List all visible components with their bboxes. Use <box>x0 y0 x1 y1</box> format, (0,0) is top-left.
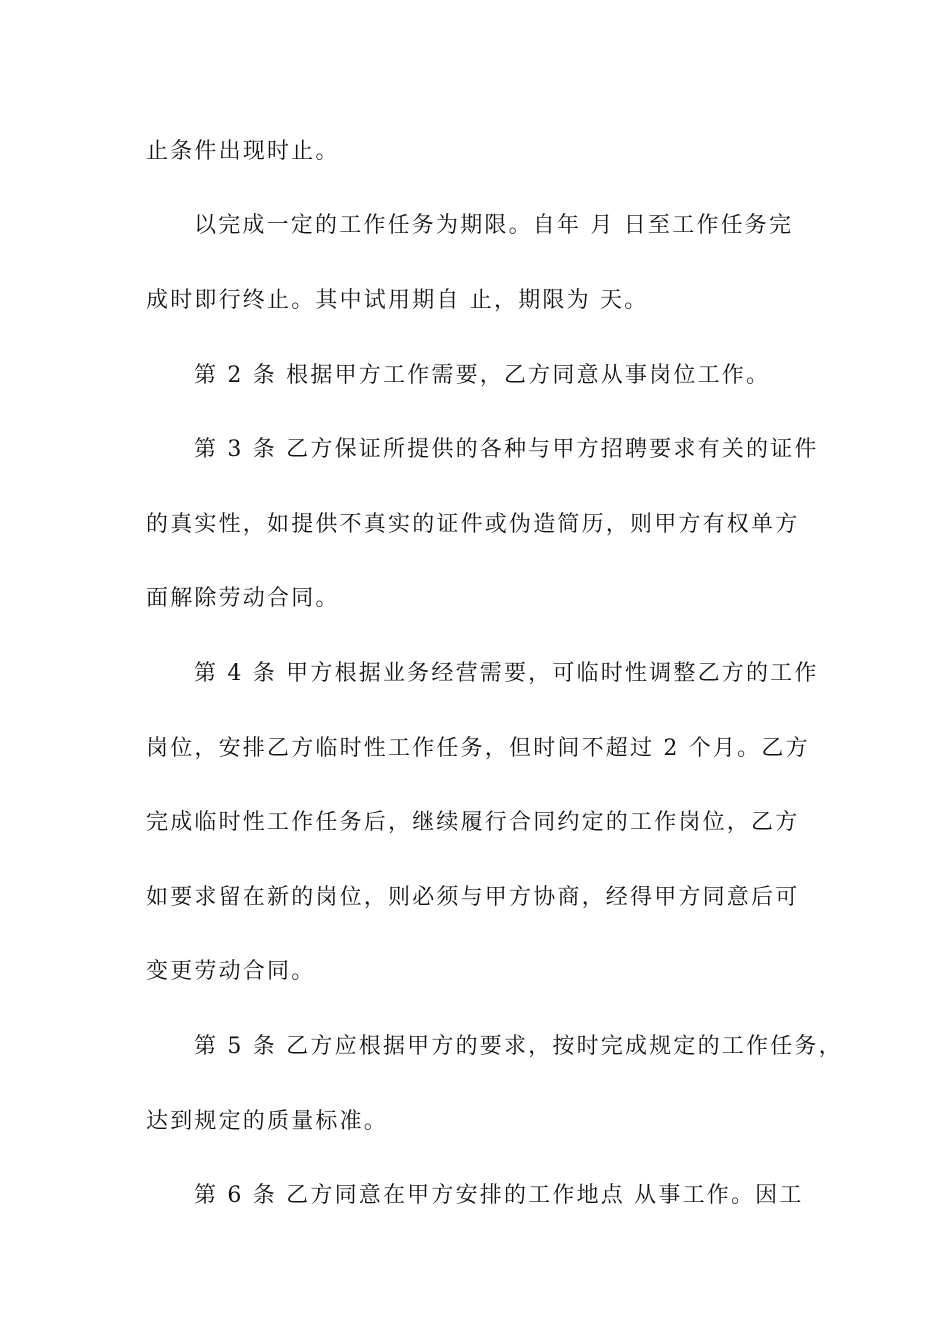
paragraph-line: 以完成一定的工作任务为期限。自年 月 日至工作任务完 <box>194 213 794 238</box>
text-line: 止条件出现时止。 <box>146 139 340 164</box>
text-line: 岗位，安排乙方临时性工作任务，但时间不超过 2 个月。乙方 <box>146 736 810 761</box>
text-line: 的真实性，如提供不真实的证件或伪造简历，则甲方有权单方 <box>146 512 800 537</box>
text-line: 面解除劳动合同。 <box>146 586 340 611</box>
article-6-line: 第 6 条 乙方同意在甲方安排的工作地点 从事工作。因工 <box>194 1183 804 1208</box>
article-4-line: 第 4 条 甲方根据业务经营需要，可临时性调整乙方的工作 <box>194 661 819 686</box>
text-line: 变更劳动合同。 <box>146 959 316 984</box>
text-line: 如要求留在新的岗位，则必须与甲方协商，经得甲方同意后可 <box>146 885 800 910</box>
article-3-line: 第 3 条 乙方保证所提供的各种与甲方招聘要求有关的证件 <box>194 437 819 462</box>
article-2-line: 第 2 条 根据甲方工作需要，乙方同意从事岗位工作。 <box>194 363 771 388</box>
article-5-line: 第 5 条 乙方应根据甲方的要求，按时完成规定的工作任务， <box>194 1034 843 1059</box>
text-line: 达到规定的质量标准。 <box>146 1109 389 1134</box>
text-line: 成时即行终止。其中试用期自 止，期限为 天。 <box>146 288 649 313</box>
text-line: 完成临时性工作任务后，继续履行合同约定的工作岗位，乙方 <box>146 810 800 835</box>
